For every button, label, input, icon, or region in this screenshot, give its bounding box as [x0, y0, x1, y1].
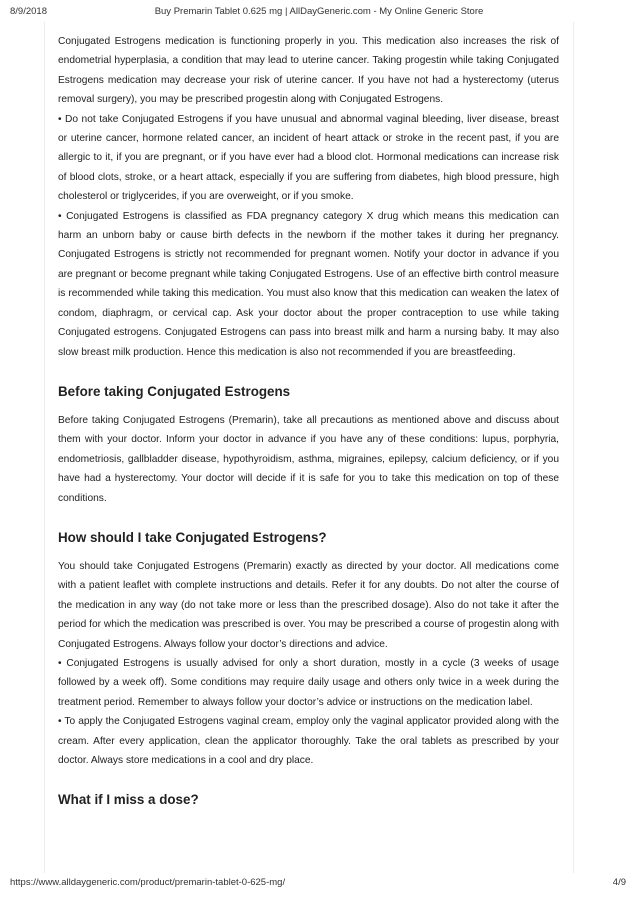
paragraph-pregnancy: • Conjugated Estrogens is classified as FDA pregnancy category X drug which means this medication can harm an unborn baby or cause birth defects in the newborn if the mother takes it during her pregnancy. Conjugated Estrogens is strictly not recommended for pregnant women. Notify your doctor in advance if you are pregnant or become pregnant while taking Conjugated Estrogens. Use of an effective birth control measure is recommended while taking this medication. You must also know that this medication can weaken the latex of condom, diaphragm, or cervical cap. Ask your doctor about the proper contraception to use while taking Conjugated estrogens. Conjugated Estrogens can pass into breast milk and harm a nursing baby. It may also slow breast milk production. Hence this medication is also not recommended if you are breastfeeding. [58, 210, 559, 358]
paragraph-usage-cycle: • Conjugated Estrogens is usually advised for only a short duration, mostly in a cycle (3 weeks of usage followed by a week off). Some conditions may require daily usage and others only twice in a week during the treatment period. Remember to always follow your doctor’s advice or instructions on the medication label. [58, 657, 559, 708]
print-footer [0, 877, 638, 891]
print-page-title: Buy Premarin Tablet 0.625 mg | AllDayGeneric.com - My Online Generic Store [154, 6, 484, 17]
heading-missed-dose: What if I miss a dose? [58, 792, 199, 808]
heading-before-taking: Before taking Conjugated Estrogens [58, 383, 291, 399]
paragraph-progestin: Conjugated Estrogens medication is functioning properly in you. This medication also increases the risk of endometrial hyperplasia, a condition that may lead to uterine cancer. Taking progestin while taking Conjugated Estrogens medication may decrease your risk of uterine cancer. If you have not had a hysterectomy (uterus removal surgery), you may be prescribed progestin along with Conjugated Estrogens. [58, 36, 559, 106]
print-header [0, 6, 638, 20]
article-content [58, 32, 559, 807]
paragraph-before-taking: Before taking Conjugated Estrogens (Premarin), take all precautions as mentioned above and discuss about them with your doctor. Inform your doctor in advance if you have any of these conditions: lupus, porphyria, endometriosis, gallbladder disease, hypothyroidism, asthma, migraines, epilepsy, calcium deficiency, or if you have had a hysterectomy. Your doctor will decide if it is safe for you to take this medication on top of these conditions. [58, 414, 559, 504]
paragraph-contraindications: • Do not take Conjugated Estrogens if you have unusual and abnormal vaginal bleeding, liver disease, breast or uterine cancer, hormone related cancer, an incident of heart attack or stroke in the recent past, if you are allergic to it, if you are pregnant, or if you have ever had a blood clot. Hormonal medications can increase risk of blood clots, stroke, or a heart attack, especially if you are suffering from diabetes, high blood pressure, high cholesterol or triglycerides, if you are overweight, or if you smoke. [58, 113, 559, 203]
page-number: 4/9 [612, 877, 626, 888]
print-url: https://www.alldaygeneric.com/product/premarin-tablet-0-625-mg/ [10, 877, 286, 888]
paragraph-how-to-take: You should take Conjugated Estrogens (Premarin) exactly as directed by your doctor. All medications come with a patient leaflet with complete instructions and details. Refer it for any doubts. Do not alter the course of the medication in any way (do not take more or less than the prescribed dosage). Also do not take it after the period for which the medication was prescribed is over. You may be prescribed a course of progestin along with Conjugated Estrogens. Always follow your doctor’s directions and advice. [58, 560, 559, 650]
heading-how-to-take: How should I take Conjugated Estrogens? [58, 529, 327, 545]
print-date: 8/9/2018 [10, 6, 47, 17]
paragraph-vaginal-cream: • To apply the Conjugated Estrogens vaginal cream, employ only the vaginal applicator provided along with the cream. After every application, clean the applicator thoroughly. Take the oral tablets as prescribed by your doctor. Always store medications in a cool and dry place. [58, 716, 559, 766]
